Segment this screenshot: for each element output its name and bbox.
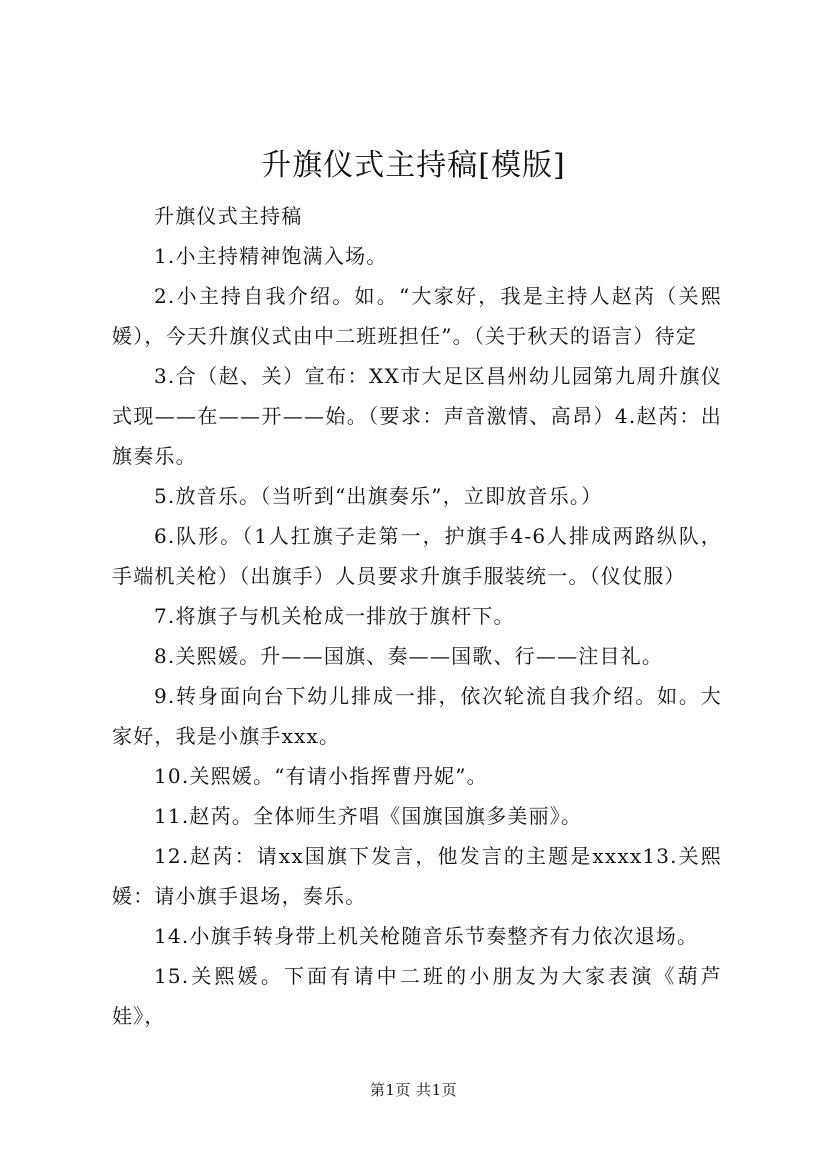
document-body	[112, 196, 722, 1036]
paragraph-item-5: 5.放音乐。（当听到“出旗奏乐”，立即放音乐。）	[154, 484, 603, 508]
paragraph-item-1: 1.小主持精神饱满入场。	[154, 244, 388, 268]
document-title: 升旗仪式主持稿[模版]	[261, 148, 566, 183]
paragraph-item-9: 9.转身面向台下幼儿排成一排，依次轮流自我介绍。如。大家好，我是小旗手xxx。	[112, 684, 722, 748]
paragraph-subtitle: 升旗仪式主持稿	[154, 204, 303, 228]
paragraph-item-11: 11.赵芮。全体师生齐唱《国旗国旗多美丽》。	[154, 804, 583, 828]
paragraph-item-3: 3.合（赵、关）宣布：XX市大足区昌州幼儿园第九周升旗仪式现——在——开——始。（要求：声音激情、高昂）4.赵芮：出旗奏乐。	[112, 364, 722, 468]
paragraph-item-10: 10.关熙媛。“有请小指挥曹丹妮”。	[154, 764, 488, 788]
paragraph-item-6: 6.队形。（1人扛旗子走第一，护旗手4-6人排成两路纵队，手端机关枪）（出旗手）人员要求升旗手服装统一。（仪仗服）	[112, 524, 722, 588]
paragraph-item-2: 2.小主持自我介绍。如。“大家好，我是主持人赵芮（关熙媛），今天升旗仪式由中二班班担任”。（关于秋天的语言）待定	[112, 284, 722, 348]
paragraph-item-15: 15.关熙媛。下面有请中二班的小朋友为大家表演《葫芦娃》，	[112, 964, 722, 1028]
paragraph-item-8: 8.关熙媛。升——国旗、奏——国歌、行——注目礼。	[154, 644, 664, 668]
paragraph-item-12: 12.赵芮：请xx国旗下发言，他发言的主题是xxxx13.关熙媛：请小旗手退场，奏乐。	[112, 844, 722, 908]
paragraph-item-14: 14.小旗手转身带上机关枪随音乐节奏整齐有力依次退场。	[154, 924, 699, 948]
page-number-footer: 第1页 共1页	[369, 1081, 458, 1099]
paragraph-item-7: 7.将旗子与机关枪成一排放于旗杆下。	[154, 604, 515, 628]
